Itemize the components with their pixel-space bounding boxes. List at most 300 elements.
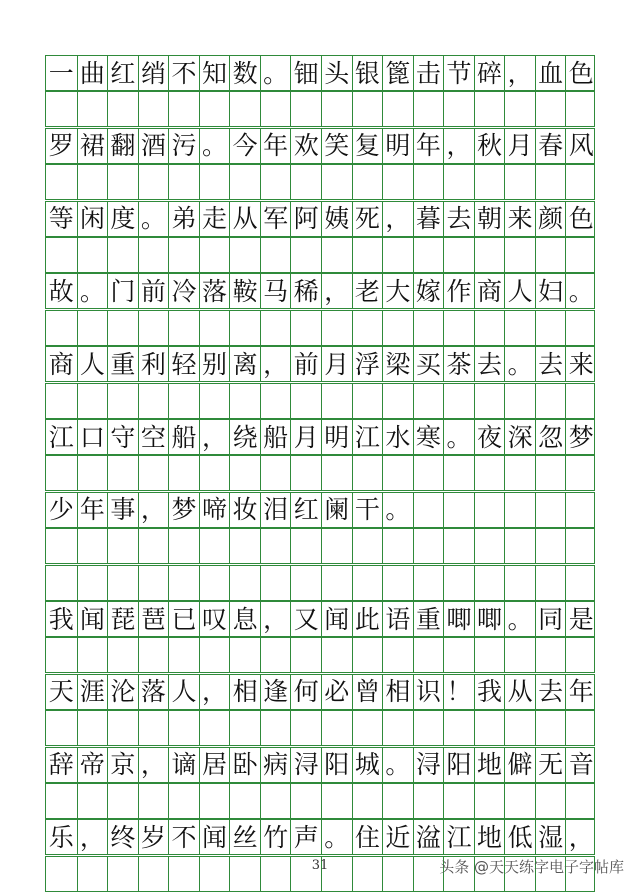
grid-cell: 落 [138,675,169,709]
grid-cell: 无 [535,748,566,782]
grid-cell: 不 [168,56,199,90]
grid-cell [290,384,321,418]
grid-cell: 去 [535,347,566,381]
grid-cell [107,529,138,563]
grid-cell: 相 [382,675,413,709]
grid-cell [290,566,321,600]
grid-cell [229,456,260,490]
grid-cell [382,384,413,418]
grid-cell: 老 [352,274,383,308]
grid-cell [352,566,383,600]
grid-cell [443,165,474,199]
grid-cell: 等 [48,204,74,234]
grid-cell [443,456,474,490]
tracing-row [45,565,595,601]
grid-cell [535,384,566,418]
grid-cell: 泪 [260,493,291,527]
grid-cell [474,784,505,818]
grid-cell [352,638,383,672]
grid-cell [260,311,291,345]
grid-cell: 去 [535,675,566,709]
grid-cell: 冷 [168,274,199,308]
grid-cell [504,311,535,345]
grid-cell: ， [260,602,291,636]
grid-cell: 死 [352,202,383,236]
grid-cell: 血 [535,56,566,90]
grid-cell [107,384,138,418]
grid-cell: 明 [321,420,352,454]
grid-cell [474,566,505,600]
grid-cell [46,238,77,272]
grid-cell: 低 [504,820,535,854]
tracing-row [45,528,595,564]
grid-cell [260,784,291,818]
grid-cell: 逢 [260,675,291,709]
grid-cell [46,566,77,600]
grid-cell [321,566,352,600]
grid-cell [260,456,291,490]
grid-cell [382,165,413,199]
grid-cell [565,238,596,272]
grid-cell: 湓 [413,820,444,854]
grid-cell: 江 [48,422,74,452]
grid-cell [352,165,383,199]
grid-cell: 沦 [107,675,138,709]
grid-cell: 口 [77,420,108,454]
grid-cell [535,238,566,272]
grid-cell [382,529,413,563]
grid-cell [504,529,535,563]
text-row [45,819,595,855]
grid-cell: 色 [565,56,596,90]
tracing-row [45,383,595,419]
grid-cell [382,784,413,818]
grid-cell [229,92,260,126]
grid-cell [138,456,169,490]
grid-cell [443,711,474,745]
grid-cell [443,784,474,818]
grid-cell [77,384,108,418]
grid-cell: ， [138,748,169,782]
grid-cell [168,529,199,563]
grid-cell [413,529,444,563]
grid-cell [46,638,77,672]
grid-cell: 是 [565,602,596,636]
grid-cell [138,92,169,126]
grid-cell [565,384,596,418]
grid-cell: 已 [168,602,199,636]
grid-cell [474,456,505,490]
grid-cell: 涯 [77,675,108,709]
grid-cell: 水 [382,420,413,454]
grid-cell: 妆 [229,493,260,527]
grid-cell: 船 [168,420,199,454]
grid-cell: 年 [413,129,444,163]
grid-cell: 军 [260,202,291,236]
grid-cell [413,493,444,527]
grid-cell [138,311,169,345]
grid-cell [504,711,535,745]
grid-cell [321,165,352,199]
grid-cell [107,238,138,272]
grid-cell: 浔 [413,748,444,782]
grid-cell [413,711,444,745]
grid-cell: 。 [504,602,535,636]
grid-cell [168,784,199,818]
grid-cell [352,784,383,818]
grid-cell [107,165,138,199]
grid-cell [46,529,77,563]
grid-cell [352,384,383,418]
grid-cell: 裙 [77,129,108,163]
grid-cell: 必 [321,675,352,709]
grid-cell [474,529,505,563]
grid-cell: 绕 [229,420,260,454]
grid-cell [77,92,108,126]
grid-cell [199,529,230,563]
grid-cell: ， [199,675,230,709]
grid-cell [413,638,444,672]
grid-cell: 地 [474,820,505,854]
grid-cell: 。 [382,493,413,527]
grid-cell: 从 [229,202,260,236]
page-number: 31 [311,858,329,873]
grid-cell: 春 [535,129,566,163]
grid-cell: 识 [413,675,444,709]
grid-cell [199,711,230,745]
text-row [45,601,595,637]
grid-cell [535,638,566,672]
grid-cell [504,638,535,672]
grid-cell: 城 [352,748,383,782]
grid-cell: 乐 [48,822,74,852]
grid-cell [77,784,108,818]
grid-cell [260,92,291,126]
grid-cell: 人 [168,675,199,709]
grid-cell [168,165,199,199]
grid-cell: 。 [565,274,596,308]
grid-cell [443,311,474,345]
tracing-row [45,455,595,491]
grid-cell [138,566,169,600]
grid-cell: 明 [382,129,413,163]
text-row [45,55,595,91]
grid-cell [168,92,199,126]
grid-cell [229,638,260,672]
grid-cell: 妇 [535,274,566,308]
grid-cell [77,638,108,672]
grid-cell [352,92,383,126]
grid-cell [535,165,566,199]
grid-cell [535,566,566,600]
grid-cell: 同 [535,602,566,636]
grid-cell [77,456,108,490]
grid-cell [46,711,77,745]
grid-cell [46,92,77,126]
grid-cell: 年 [260,129,291,163]
grid-cell [229,784,260,818]
grid-cell: 唧 [443,602,474,636]
grid-cell [413,92,444,126]
grid-cell: 江 [443,820,474,854]
grid-cell [46,456,77,490]
tracing-row [45,310,595,346]
grid-cell [321,529,352,563]
grid-cell: 近 [382,820,413,854]
grid-cell [138,165,169,199]
grid-cell [260,384,291,418]
grid-cell: 暮 [413,202,444,236]
grid-cell [199,638,230,672]
grid-cell [413,238,444,272]
grid-cell [474,638,505,672]
grid-cell: 重 [107,347,138,381]
grid-cell: 稀 [290,274,321,308]
grid-cell [352,529,383,563]
grid-cell [443,638,474,672]
grid-cell: 空 [138,420,169,454]
grid-cell [168,384,199,418]
grid-cell [535,456,566,490]
grid-cell: 嫁 [413,274,444,308]
grid-cell: 。 [443,420,474,454]
grid-cell: 别 [199,347,230,381]
grid-cell [290,92,321,126]
grid-cell: 梁 [382,347,413,381]
grid-cell: 闻 [321,602,352,636]
grid-cell: 忽 [535,420,566,454]
grid-cell [77,529,108,563]
grid-cell: 风 [565,129,596,163]
tracing-row [45,91,595,127]
grid-cell: 又 [290,602,321,636]
grid-cell: 月 [290,420,321,454]
grid-cell: 银 [352,56,383,90]
grid-cell: 京 [107,748,138,782]
text-row [45,273,595,309]
grid-cell: 唧 [474,602,505,636]
grid-cell: 门 [107,274,138,308]
grid-cell [138,784,169,818]
grid-cell: 阑 [321,493,352,527]
grid-cell: 浮 [352,347,383,381]
grid-cell [443,493,474,527]
grid-cell: 人 [504,274,535,308]
grid-cell: 寒 [413,420,444,454]
grid-cell [138,638,169,672]
grid-cell: 不 [168,820,199,854]
grid-cell [382,566,413,600]
grid-cell: 度 [107,202,138,236]
grid-cell: 笑 [321,129,352,163]
grid-cell: 终 [107,820,138,854]
grid-cell: 离 [229,347,260,381]
grid-cell [290,311,321,345]
grid-cell [77,238,108,272]
grid-cell: 作 [443,274,474,308]
grid-cell: 头 [321,56,352,90]
grid-cell [413,784,444,818]
grid-cell [443,384,474,418]
grid-cell [168,638,199,672]
grid-cell: 息 [229,602,260,636]
grid-cell [260,711,291,745]
grid-cell: 数 [229,56,260,90]
grid-cell [138,711,169,745]
grid-cell [168,456,199,490]
grid-cell: 岁 [138,820,169,854]
grid-cell [504,92,535,126]
grid-cell: 谪 [168,748,199,782]
grid-cell [535,493,566,527]
grid-cell [382,456,413,490]
grid-cell [168,238,199,272]
grid-cell [382,92,413,126]
grid-cell: 船 [260,420,291,454]
grid-cell: 江 [352,420,383,454]
tracing-row [45,237,595,273]
grid-cell: ， [199,420,230,454]
grid-cell [260,638,291,672]
text-row [45,674,595,710]
grid-cell [46,311,77,345]
grid-cell: 竹 [260,820,291,854]
grid-cell [413,384,444,418]
grid-cell [199,165,230,199]
grid-cell [260,529,291,563]
grid-cell: 来 [565,347,596,381]
grid-cell: 。 [504,347,535,381]
grid-cell: 今 [229,129,260,163]
grid-cell [229,711,260,745]
grid-cell [46,165,77,199]
grid-cell: 丝 [229,820,260,854]
grid-cell: 琶 [138,602,169,636]
grid-cell [260,238,291,272]
grid-cell: 商 [474,274,505,308]
grid-cell [229,384,260,418]
grid-cell [321,92,352,126]
grid-cell: 事 [107,493,138,527]
grid-cell [504,784,535,818]
grid-cell: 月 [321,347,352,381]
grid-cell: 。 [260,56,291,90]
grid-cell: 年 [77,493,108,527]
grid-cell: 湿 [535,820,566,854]
grid-cell [474,384,505,418]
grid-cell: 前 [290,347,321,381]
grid-cell [199,566,230,600]
grid-cell: 茶 [443,347,474,381]
grid-cell: 红 [107,56,138,90]
grid-cell [199,784,230,818]
grid-cell: 翻 [107,129,138,163]
watermark: 头条 @天天练字电子字帖库 [439,858,624,876]
grid-cell: 知 [199,56,230,90]
grid-cell: 落 [199,274,230,308]
grid-cell: 僻 [504,748,535,782]
grid-cell: 商 [48,349,74,379]
grid-cell: 闻 [199,820,230,854]
grid-cell: 碎 [474,56,505,90]
grid-cell [565,311,596,345]
grid-cell: 欢 [290,129,321,163]
tracing-row [45,783,595,819]
grid-cell [229,311,260,345]
grid-cell: 来 [504,202,535,236]
grid-cell: 居 [199,748,230,782]
grid-cell [107,566,138,600]
grid-cell: 红 [290,493,321,527]
grid-cell: 。 [199,129,230,163]
grid-cell [290,529,321,563]
grid-cell: 轻 [168,347,199,381]
grid-cell [138,384,169,418]
grid-cell: ， [138,493,169,527]
grid-cell: 买 [413,347,444,381]
grid-cell [321,238,352,272]
grid-cell: 声 [290,820,321,854]
grid-cell: ， [565,820,596,854]
grid-cell: 秋 [474,129,505,163]
grid-cell [321,784,352,818]
grid-cell [535,529,566,563]
grid-cell [565,456,596,490]
grid-cell [107,711,138,745]
grid-cell [535,711,566,745]
grid-cell: 。 [77,274,108,308]
grid-cell: 故 [48,276,74,306]
tracing-row [45,710,595,746]
grid-cell [46,384,77,418]
grid-cell [229,529,260,563]
grid-cell [168,566,199,600]
grid-cell: 朝 [474,202,505,236]
grid-cell [474,711,505,745]
grid-cell: 天 [48,677,74,707]
grid-cell [504,566,535,600]
grid-cell: 前 [138,274,169,308]
grid-cell [107,784,138,818]
grid-cell: 语 [382,602,413,636]
grid-cell [382,238,413,272]
grid-cell [565,638,596,672]
tracing-row [45,164,595,200]
grid-cell [229,238,260,272]
grid-cell [138,238,169,272]
grid-cell [229,165,260,199]
grid-cell: 住 [352,820,383,854]
grid-cell: 守 [107,420,138,454]
grid-cell: 辞 [48,750,74,780]
text-row [45,747,595,783]
grid-cell [138,529,169,563]
grid-cell: 此 [352,602,383,636]
grid-cell [199,238,230,272]
grid-cell [290,456,321,490]
grid-cell [199,311,230,345]
grid-cell [321,638,352,672]
grid-cell: 我 [48,604,74,634]
grid-cell [290,238,321,272]
text-row [45,419,595,455]
grid-cell [77,311,108,345]
grid-cell [290,638,321,672]
grid-cell [352,238,383,272]
grid-cell: 音 [565,748,596,782]
grid-cell: ， [382,202,413,236]
grid-cell: 人 [77,347,108,381]
